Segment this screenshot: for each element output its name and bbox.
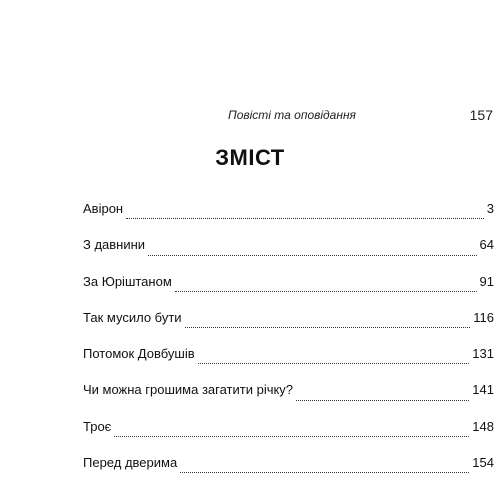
toc-entry: [83, 417, 494, 453]
toc-entry-title: Троє: [83, 418, 112, 434]
toc-entry-page: 3: [486, 201, 494, 216]
dot-leader: [114, 435, 469, 437]
toc-entry-page: 141: [472, 382, 494, 398]
dot-leader: [296, 399, 469, 401]
toc-entry: [83, 380, 494, 416]
toc-entry-title: Авірон: [83, 201, 124, 216]
dot-leader: [148, 254, 476, 256]
table-of-contents: [83, 199, 494, 489]
toc-entry-title: Чи можна грошима загатити річку?: [83, 382, 294, 398]
dot-leader: [180, 471, 469, 473]
toc-entry-page: 91: [479, 273, 494, 289]
toc-entry: [83, 344, 494, 380]
toc-entry: [83, 453, 494, 489]
dot-leader: [198, 362, 470, 364]
toc-entry: [83, 272, 494, 308]
toc-entry-page: 64: [479, 237, 494, 253]
toc-entry: [83, 308, 494, 344]
toc-entry-title: Так мусило бути: [83, 309, 182, 325]
toc-entry-title: За Юріштаном: [83, 273, 172, 289]
toc-entry: [83, 199, 494, 235]
dot-leader: [175, 290, 477, 292]
toc-entry-page: 131: [472, 346, 494, 362]
running-header: [80, 105, 495, 125]
toc-entry-page: 148: [472, 418, 494, 434]
toc-entry: [83, 235, 494, 271]
toc-heading: ЗМІСТ: [215, 145, 285, 170]
dot-leader: [126, 217, 484, 219]
toc-entry-title: Перед дверима: [83, 455, 178, 471]
toc-entry-title: Потомок Довбушів: [83, 346, 195, 362]
toc-entry-page: 154: [472, 455, 494, 471]
dot-leader: [185, 326, 471, 328]
page-number: 157: [469, 107, 493, 123]
toc-entry-page: 116: [473, 309, 494, 325]
running-header-title: Повісті та оповідання: [228, 108, 356, 122]
toc-entry-title: З давнини: [83, 237, 146, 253]
